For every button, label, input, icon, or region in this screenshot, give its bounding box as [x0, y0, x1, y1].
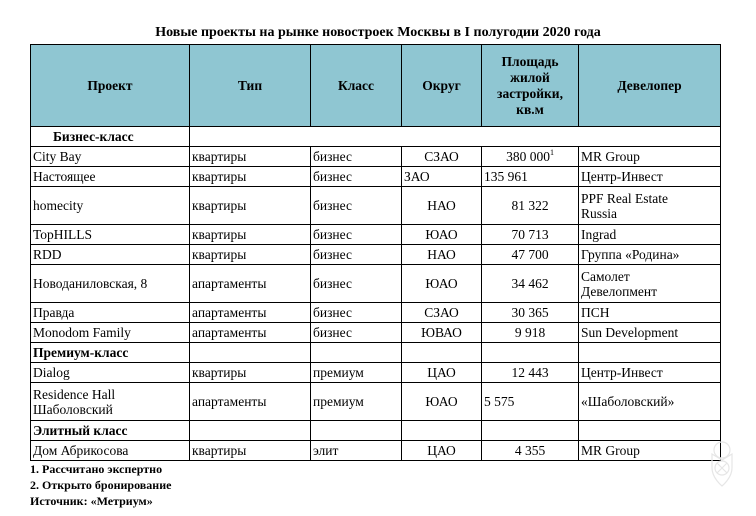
cell-project: Правда [31, 303, 190, 323]
cell-area [482, 147, 579, 167]
group-label-elite: Элитный класс [31, 421, 190, 441]
cell-project: City Bay [31, 147, 190, 167]
source-note: Источник: «Метриум» [30, 494, 153, 508]
footnote-2: 2. Открыто бронирование [30, 478, 172, 492]
cell-project: homecity [31, 187, 190, 225]
table-row [31, 441, 721, 461]
cell-developer: Ingrad [579, 225, 721, 245]
cell-project: RDD [31, 245, 190, 265]
cell-type: квартиры [190, 441, 311, 461]
cell-class: бизнес [311, 303, 402, 323]
cell-type: апартаменты [190, 303, 311, 323]
group-row-filler [311, 421, 402, 441]
cell-district: СЗАО [402, 303, 482, 323]
cell-area: 70 713 [482, 225, 579, 245]
cell-developer: Центр-Инвест [579, 167, 721, 187]
header-area [482, 45, 579, 127]
header-district: Округ [402, 45, 482, 127]
cell-developer: MR Group [579, 441, 721, 461]
footnote-1: 1. Рассчитано экспертно [30, 462, 163, 476]
cell-class: бизнес [311, 245, 402, 265]
cell-type: квартиры [190, 167, 311, 187]
footnote-mark: 1 [549, 148, 554, 157]
header-area-line2: жилой [510, 69, 550, 85]
table-row [31, 245, 721, 265]
cell-project: Дом Абрикосова [31, 441, 190, 461]
cell-project: TopHILLS [31, 225, 190, 245]
developer-line1: PPF Real Estate [581, 190, 668, 206]
cell-class: премиум [311, 363, 402, 383]
area-value: 380 000 [506, 149, 550, 164]
cell-area: 5 575 [482, 383, 579, 421]
projects-table [30, 44, 721, 461]
cell-type: апартаменты [190, 383, 311, 421]
group-row-filler [311, 343, 402, 363]
table-row [31, 187, 721, 225]
cell-district: ЮАО [402, 383, 482, 421]
cell-developer: Sun Development [579, 323, 721, 343]
cell-area: 30 365 [482, 303, 579, 323]
cell-type: квартиры [190, 245, 311, 265]
table-row [31, 303, 721, 323]
developer-line1: Самолет [581, 268, 630, 284]
cell-district: НАО [402, 245, 482, 265]
cell-project: Dialog [31, 363, 190, 383]
group-row-premium [31, 343, 721, 363]
cell-developer: Группа «Родина» [579, 245, 721, 265]
project-line1: Residence Hall [33, 386, 116, 402]
group-row-filler [482, 421, 579, 441]
cell-district: ЦАО [402, 441, 482, 461]
group-row-filler [402, 343, 482, 363]
cell-area: 81 322 [482, 187, 579, 225]
cell-developer: MR Group [579, 147, 721, 167]
cell-class: элит [311, 441, 402, 461]
header-area-line3: застройки, [497, 85, 563, 101]
cell-class: бизнес [311, 265, 402, 303]
cell-project: Monodom Family [31, 323, 190, 343]
cell-project [31, 383, 190, 421]
cell-developer [579, 187, 721, 225]
cell-class: бизнес [311, 147, 402, 167]
cell-project: Новоданиловская, 8 [31, 265, 190, 303]
watermark-logo-icon [700, 440, 744, 492]
group-row-filler [579, 343, 721, 363]
table-row [31, 225, 721, 245]
group-row-business [31, 127, 721, 147]
cell-area: 47 700 [482, 245, 579, 265]
cell-district: ЮАО [402, 265, 482, 303]
group-row-elite [31, 421, 721, 441]
cell-area: 34 462 [482, 265, 579, 303]
cell-type: апартаменты [190, 323, 311, 343]
cell-type: квартиры [190, 187, 311, 225]
cell-district: ЦАО [402, 363, 482, 383]
footnotes [30, 461, 171, 509]
cell-class: бизнес [311, 323, 402, 343]
developer-line2: Девелопмент [581, 283, 658, 299]
table-row [31, 147, 721, 167]
group-label-business: Бизнес-класс [31, 127, 190, 147]
cell-district: НАО [402, 187, 482, 225]
cell-project: Настоящее [31, 167, 190, 187]
cell-type: квартиры [190, 225, 311, 245]
cell-developer [579, 265, 721, 303]
cell-developer: «Шаболовский» [579, 383, 721, 421]
cell-area: 12 443 [482, 363, 579, 383]
group-label-premium: Премиум-класс [31, 343, 190, 363]
group-row-filler [579, 421, 721, 441]
group-row-filler [190, 127, 721, 147]
cell-class: бизнес [311, 167, 402, 187]
header-project: Проект [31, 45, 190, 127]
header-class: Класс [311, 45, 402, 127]
table-header-row [31, 45, 721, 127]
table-row [31, 323, 721, 343]
cell-developer: Центр-Инвест [579, 363, 721, 383]
developer-line2: Russia [581, 205, 618, 221]
table-row [31, 363, 721, 383]
cell-class: бизнес [311, 225, 402, 245]
header-area-line4: кв.м [516, 101, 544, 117]
table-row [31, 383, 721, 421]
header-developer: Девелопер [579, 45, 721, 127]
group-row-filler [482, 343, 579, 363]
cell-type: апартаменты [190, 265, 311, 303]
table-row [31, 167, 721, 187]
cell-area: 9 918 [482, 323, 579, 343]
cell-class: премиум [311, 383, 402, 421]
cell-district: СЗАО [402, 147, 482, 167]
table-row [31, 265, 721, 303]
cell-class: бизнес [311, 187, 402, 225]
table-title: Новые проекты на рынке новостроек Москвы в I полугодии 2020 года [155, 25, 601, 40]
cell-district: ЗАО [402, 167, 482, 187]
cell-type: квартиры [190, 363, 311, 383]
group-row-filler [402, 421, 482, 441]
group-row-filler [190, 343, 311, 363]
header-area-line1: Площадь [501, 53, 559, 69]
cell-type: квартиры [190, 147, 311, 167]
group-row-filler [190, 421, 311, 441]
cell-district: ЮАО [402, 225, 482, 245]
cell-developer: ПСН [579, 303, 721, 323]
cell-district: ЮВАО [402, 323, 482, 343]
cell-area: 4 355 [482, 441, 579, 461]
cell-area: 135 961 [482, 167, 579, 187]
project-line2: Шаболовский [33, 401, 113, 417]
header-type: Тип [190, 45, 311, 127]
